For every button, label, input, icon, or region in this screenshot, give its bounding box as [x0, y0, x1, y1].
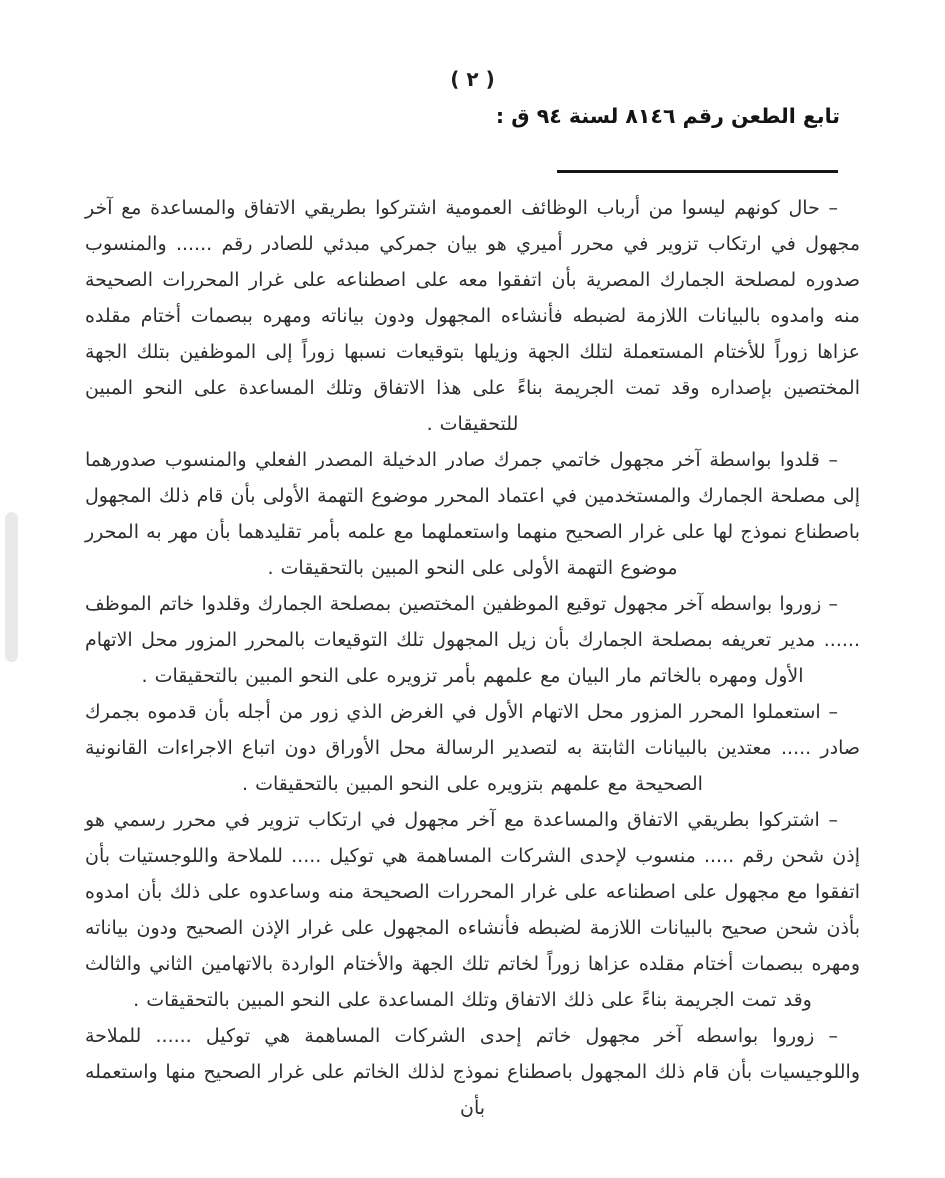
body-paragraph: – حال كونهم ليسوا من أرباب الوظائف العمومية اشتركوا بطريقي الاتفاق والمساعدة مع آخر مجهول في ارتكاب تزوير في محرر أميري هو بيان جمركي مبدئي للصادر رقم ...... والمنسوب صدوره لمصلحة الجمارك المصرية بأن اتفقوا معه على اصطناعه على غرار المحررات الصحيحة منه وامدوه بالبيانات اللازمة لضبطه فأنشاءه المجهول ودون بياناته ومهره ببصمات أختام مقلده عزاها زوراً للأختام المستعملة لتلك الجهة وزيلها بتوقيعات نسبها زوراً إلى الموظفين بتلك الجهة المختصين بإصداره وقد تمت الجريمة بناءً على هذا الاتفاق وتلك المساعدة على النحو المبين للتحقيقات . — [85, 197, 860, 435]
header-underline-rule — [557, 170, 838, 173]
body-paragraph: – قلدوا بواسطة آخر مجهول خاتمي جمرك صادر الدخيلة المصدر الفعلي والمنسوب صدورهما إلى مصلحة الجمارك والمستخدمين في اعتماد المحرر موضوع التهمة الأولى بأن قام ذلك المجهول باصطناع نموذج لها على غرار الصحيح منهما واستعملهما مع علمه بأمر تقليدهما بأن مهر به المحرر موضوع التهمة الأولى على النحو المبين بالتحقيقات . — [85, 449, 860, 579]
body-paragraph: – زوروا بواسطه آخر مجهول خاتم إحدى الشركات المساهمة هي توكيل ...... للملاحة واللوجيسيات بأن قام ذلك المجهول باصطناع نموذج لذلك الخاتم على غرار الصحيح منها واستعمله بأن — [85, 1025, 860, 1119]
body-paragraph: – زوروا بواسطه آخر مجهول توقيع الموظفين المختصين بمصلحة الجمارك وقلدوا خاتم الموظف ...... مدير تعريفه بمصلحة الجمارك بأن زيل المجهول تلك التوقيعات بالمحرر المزور محل الاتهام الأول ومهره بالخاتم مار البيان مع علمهم بأمر تزويره على النحو المبين بالتحقيقات . — [85, 593, 860, 687]
page-number: ( ٢ ) — [450, 67, 495, 91]
document-body — [85, 190, 860, 1126]
appeal-header-title: تابع الطعن رقم ٨١٤٦ لسنة ٩٤ ق : — [495, 104, 840, 128]
page-content — [85, 66, 860, 1126]
body-paragraph: – استعملوا المحرر المزور محل الاتهام الأول في الغرض الذي زور من أجله بأن قدموه بجمرك صادر ..... معتدين بالبيانات الثابتة به لتصدير الرسالة محل الأوراق دون اتباع الاجراءات القانونية الصحيحة مع علمهم بتزويره على النحو المبين بالتحقيقات . — [85, 701, 860, 795]
scrollbar-thumb[interactable] — [5, 512, 18, 662]
body-paragraph: – اشتركوا بطريقي الاتفاق والمساعدة مع آخر مجهول في ارتكاب تزوير في محرر رسمي هو إذن شحن رقم ..... منسوب لإحدى الشركات المساهمة هي توكيل ..... للملاحة واللوجستيات بأن اتفقوا مع مجهول على اصطناعه على غرار المحررات الصحيحة منه وساعدوه على ذلك بأن امدوه بأذن شحن صحيح بالبيانات اللازمة لضبطه فأنشاءه المجهول على غرار الإذن الصحيح ودون بياناته ومهره ببصمات أختام مقلده عزاها زوراً لخاتم تلك الجهة والأختام الواردة بالاتهامين الثاني والثالث وقد تمت الجريمة بناءً على ذلك الاتفاق وتلك المساعدة على النحو المبين بالتحقيقات . — [85, 809, 860, 1011]
